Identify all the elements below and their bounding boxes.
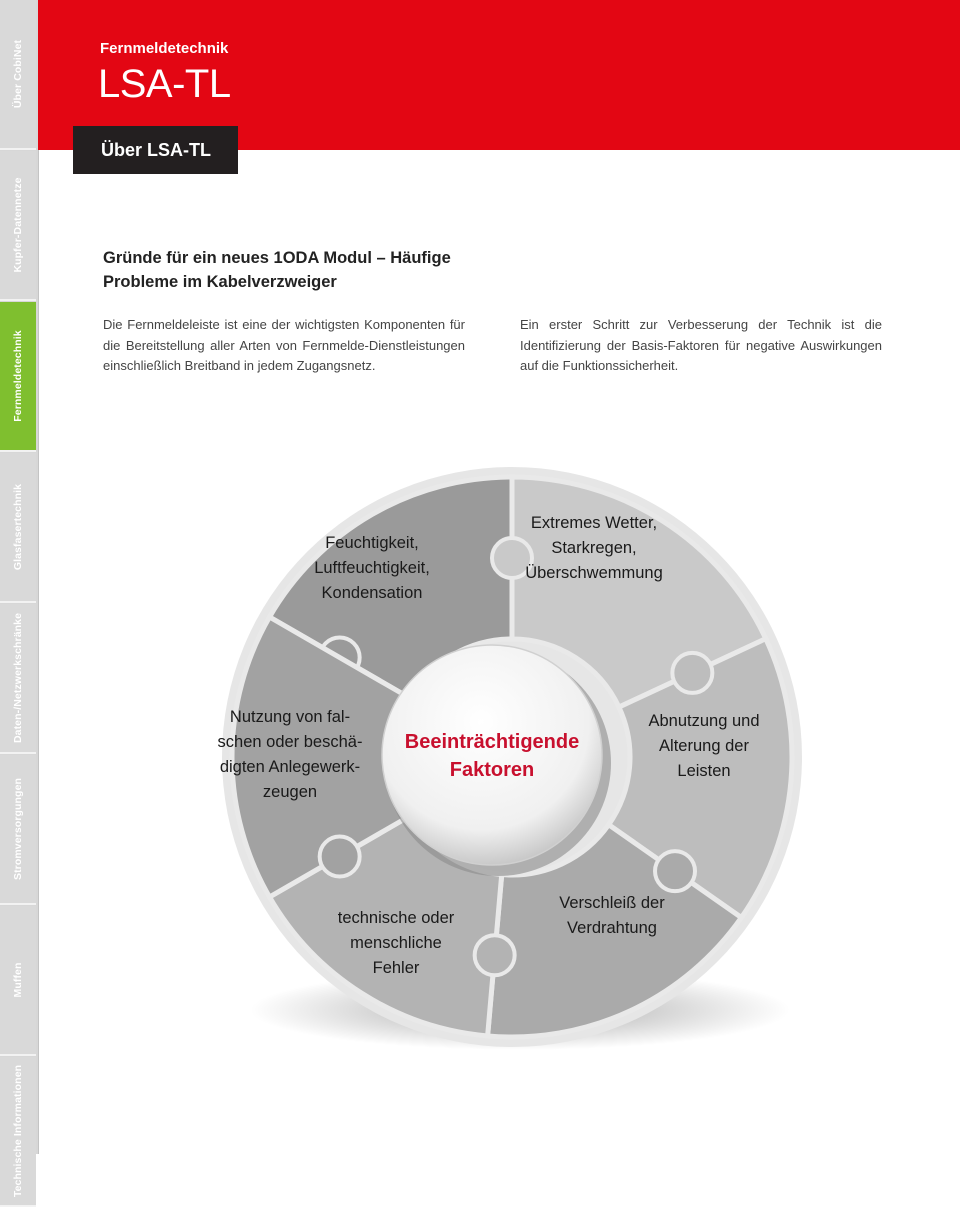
segment-label-6-line-1: Nutzung von fal- <box>229 708 351 726</box>
side-tab-label: Daten-/Netzwerkschränke <box>12 612 24 744</box>
puzzle-knob-3 <box>672 653 712 693</box>
segment-label-2-line-1: Extremes Wetter, <box>530 514 658 532</box>
segment-label-2-line-2: Starkregen, <box>551 539 637 557</box>
segment-label-6-line-3: digten Anlegewerk- <box>219 758 361 776</box>
paragraph-left: Die Fernmeldeleiste ist eine der wichtigsten Komponenten für die Bereitstellung aller Arten von Fernmelde-Dienstleistungen einschließlich Breitband in jedem Zugangsnetz. <box>103 317 465 373</box>
segment-label-4-line-1: Verschleiß der <box>559 894 665 912</box>
segment-label-2-line-3: Überschwemmung <box>525 564 663 582</box>
side-tab-label: Technische Informationen <box>12 1064 24 1198</box>
side-tab-4[interactable] <box>0 453 36 603</box>
segment-label-4-line-2: Verdrahtung <box>567 919 657 937</box>
section-label: Fernmeldetechnik <box>100 40 229 57</box>
side-tab-8[interactable] <box>0 1057 36 1207</box>
center-disc <box>382 645 602 865</box>
side-tab-strip <box>0 0 39 1198</box>
segment-label-5-line-1: technische oder <box>337 909 455 927</box>
heading-line-2: Probleme im Kabelverzweiger <box>103 273 337 291</box>
segment-label-6-line-4: zeugen <box>262 783 318 801</box>
segment-label-1-line-2: Luftfeuchtigkeit, <box>314 559 430 577</box>
side-tab-label: Fernmeldetechnik <box>12 330 24 422</box>
segment-label-6-line-2: schen oder beschä- <box>217 733 363 751</box>
segment-label-3-line-2: Alterung der <box>659 737 749 755</box>
side-tab-label: Über CobiNet <box>12 39 24 109</box>
paragraph-right: Ein erster Schritt zur Verbesserung der Technik ist die Identifizierung der Basis-Faktoren für negative Auswirkungen auf die Funktionssicherheit. <box>520 317 882 373</box>
segment-label-1-line-1: Feuchtigkeit, <box>325 534 419 552</box>
content-heading <box>103 246 523 294</box>
segment-label-5-line-3: Fehler <box>372 959 420 977</box>
segment-label-3-line-3: Leisten <box>677 762 731 780</box>
center-label-line-2: Faktoren <box>449 759 535 781</box>
subtitle-label: Über LSA-TL <box>101 140 211 160</box>
puzzle-knob-5 <box>475 935 515 975</box>
side-tab-label: Muffen <box>12 962 24 998</box>
page-title: LSA-TL <box>98 62 231 106</box>
side-tab-label: Stromversorgungen <box>12 777 24 881</box>
side-tab-5[interactable] <box>0 604 36 754</box>
side-tab-1[interactable] <box>0 0 36 150</box>
side-tab-label: Kupfer-Datennetze <box>12 177 24 273</box>
side-tab-2[interactable] <box>0 151 36 301</box>
puzzle-knob-6 <box>320 837 360 877</box>
side-tab-label: Glasfasertechnik <box>12 483 24 571</box>
heading-line-1: Gründe für ein neues 1ODA Modul – Häufige <box>103 249 451 267</box>
center-label-line-1: Beeinträchtigende <box>404 731 580 753</box>
side-tab-3[interactable] <box>0 302 36 452</box>
segment-label-1-line-3: Kondensation <box>321 584 423 602</box>
subtitle-box <box>73 126 238 174</box>
segment-label-3-line-1: Abnutzung und <box>648 712 760 730</box>
side-tab-7[interactable] <box>0 906 36 1056</box>
puzzle-knob-4 <box>655 851 695 891</box>
segment-label-5-line-2: menschliche <box>350 934 442 952</box>
side-tab-6[interactable] <box>0 755 36 905</box>
